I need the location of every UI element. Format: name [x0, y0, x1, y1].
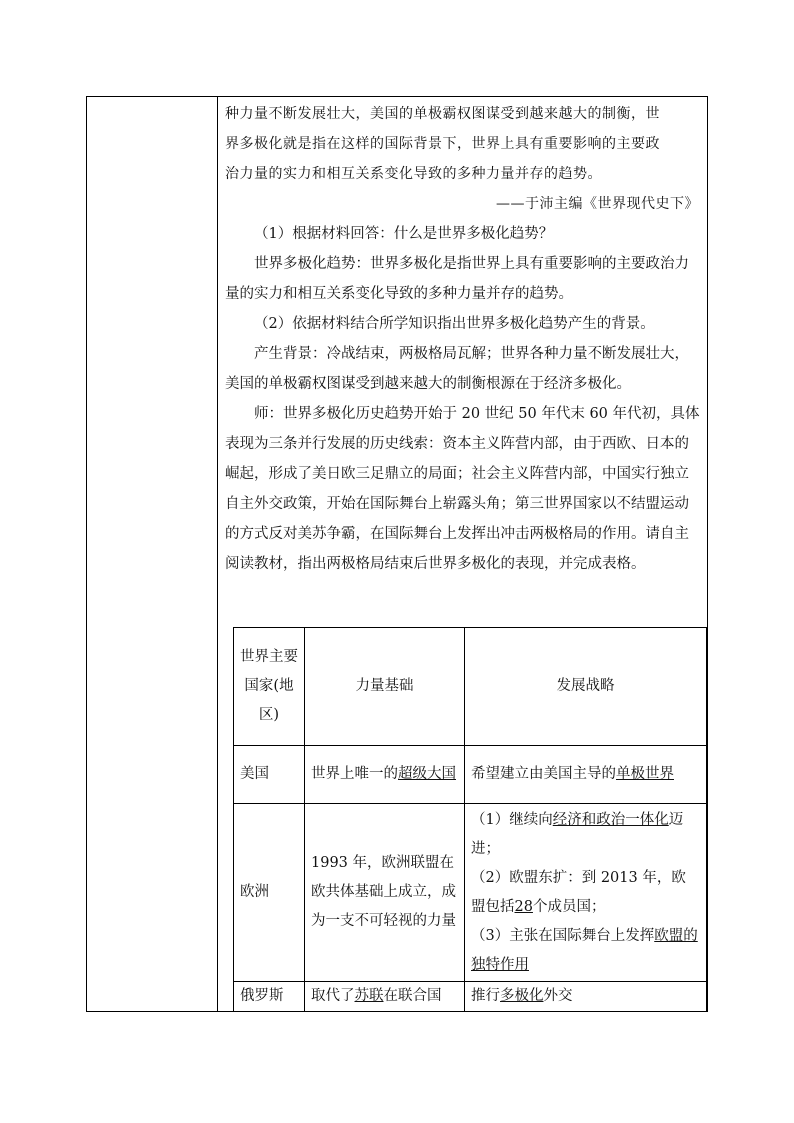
table-header-row	[234, 628, 707, 746]
europe-s1-text: （1）继续向	[471, 811, 553, 828]
question-1: （1）根据材料回答：什么是世界多极化趋势？	[254, 226, 554, 242]
header-strategy: 发展战略	[465, 628, 707, 746]
russia-base-answer: 苏联	[354, 988, 384, 1004]
europe-strategy-3	[471, 922, 700, 980]
europe-s2-end: 个成员国；	[532, 898, 606, 915]
row-europe-name: 欧洲	[234, 804, 305, 982]
row-russia-base	[305, 982, 465, 1012]
material-line-3: 治力量的实力和相互关系变化导致的多种力量并存的趋势。	[225, 166, 602, 182]
russia-strategy-answer: 多极化	[500, 988, 544, 1004]
answer-1: 世界多极化趋势：世界多极化是指世界上具有重要影响的主要政治力量的实力和相互关系变化导致的多种力量并存的趋势。	[225, 256, 689, 302]
row-usa-strategy	[465, 746, 707, 804]
europe-s1-answer: 经济和政治一体化	[552, 811, 669, 828]
row-usa-base	[305, 746, 465, 804]
usa-base-answer: 超级大国	[398, 766, 456, 782]
row-europe-base: 1993 年，欧洲联盟在欧共体基础上成立，成为一支不可轻视的力量	[305, 804, 465, 982]
answer-2: 产生背景：冷战结束，两极格局瓦解；世界各种力量不断发展壮大，美国的单极霸权图谋受到越来越大的制衡根源在于经济多极化。	[225, 346, 689, 392]
russia-base-end: 在联合国	[383, 988, 442, 1004]
usa-base-text: 世界上唯一的	[311, 766, 398, 782]
europe-strategy-2	[471, 864, 700, 922]
material-line-2: 界多极化就是指在这样的国际背景下，世界上具有重要影响的主要政	[225, 136, 660, 152]
row-usa-name: 美国	[234, 746, 305, 804]
row-russia-strategy	[465, 982, 707, 1012]
europe-s2-text: （2）欧盟东扩：到 2013 年，欧盟包括	[471, 869, 686, 915]
powers-table	[233, 627, 707, 1012]
russia-strategy-text: 推行	[471, 988, 500, 1004]
row-europe-strategy	[465, 804, 707, 982]
europe-s3-text: （3）主张在国际舞台上发挥	[471, 927, 655, 944]
europe-s2-answer: 28	[514, 898, 533, 915]
europe-s3-answer: 欧盟的独特作用	[471, 927, 698, 973]
europe-strategy-1	[471, 806, 700, 864]
column-divider	[217, 97, 218, 1011]
usa-strategy-answer: 单极世界	[616, 766, 674, 782]
header-base: 力量基础	[305, 628, 465, 746]
page-frame	[86, 96, 708, 1012]
row-russia-name: 俄罗斯	[234, 982, 305, 1012]
table-row	[234, 982, 707, 1012]
material-line-1: 种力量不断发展壮大，美国的单极霸权图谋受到越来越大的制衡，世	[225, 106, 660, 122]
lesson-content	[225, 97, 703, 1004]
table-row	[234, 804, 707, 982]
table-row	[234, 746, 707, 804]
teacher-text: 师：世界多极化历史趋势开始于 20 世纪 50 年代末 60 年代初，具体表现为三条并行发展的历史线索：资本主义阵营内部，由于西欧、日本的崛起，形成了美日欧三足鼎立的局面；社会主义阵营内部，中国实行独立自主外交政策，开始在国际舞台上崭露头角；第三世界国家以不结盟运动的方式反对美苏争霸，在国际舞台上发挥出冲击两极格局的作用。请自主阅读教材，指出两极格局结束后世界多极化的表现，并完成表格。	[225, 406, 700, 572]
question-2: （2）依据材料结合所学知识指出世界多极化趋势产生的背景。	[254, 316, 655, 332]
material-source: ——于沛主编《世界现代史下》	[496, 196, 699, 212]
russia-strategy-end: 外交	[543, 988, 573, 1004]
russia-base-text: 取代了	[311, 988, 355, 1004]
header-country: 世界主要国家(地区)	[234, 628, 305, 746]
europe-s1-end: 迈进；	[471, 811, 684, 857]
usa-strategy-text: 希望建立由美国主导的	[471, 766, 616, 782]
